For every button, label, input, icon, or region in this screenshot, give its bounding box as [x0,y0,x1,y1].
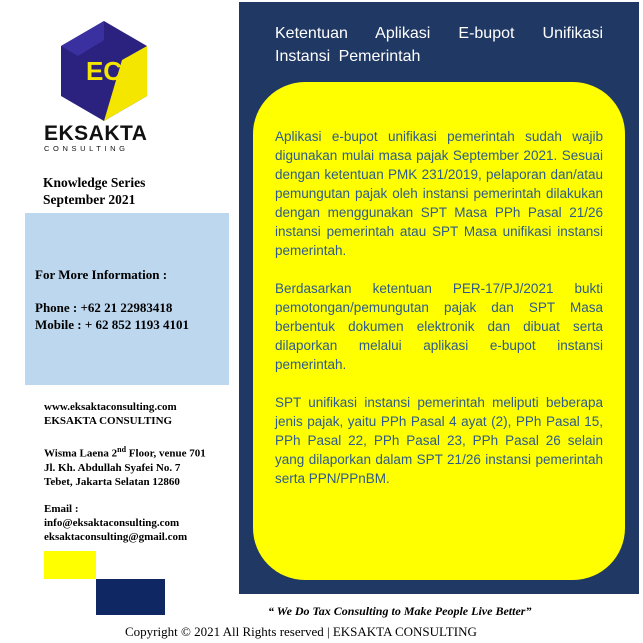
info-phones [35,299,189,333]
email-label: Email : [44,502,79,515]
address-line-2: Jl. Kh. Abdullah Syafei No. 7 [44,461,181,474]
decor-navy-block [96,579,165,615]
mobile-number: Mobile : + 62 852 1193 4101 [35,317,190,332]
brand-name: EKSAKTA [44,122,148,145]
company-name: EKSAKTA CONSULTING [44,415,173,427]
series-date: September 2021 [43,192,136,207]
email-link-1[interactable]: info@eksaktaconsulting.com [44,516,180,529]
phone-number: Phone : +62 21 22983418 [35,300,173,315]
paragraph: SPT unifikasi instansi pemerintah meliputi beberapa jenis pajak, yaitu PPh Pasal 4 ayat (2), PPh Pasal 15, PPh Pasal 22, PPh Pasal 23, PPh Pasal 26 selain yang dilaporkan dalam SPT 21/26 instansi pemerintah serta PPN/PPnBM. [275,395,603,486]
brand [44,122,174,153]
knowledge-series [43,174,145,208]
info-title: For More Information : [35,267,168,282]
logo-monogram: EC [85,56,123,86]
info-box [25,213,229,385]
copyright: Copyright © 2021 All Rights reserved | EKSAKTA CONSULTING [125,624,477,639]
decor-yellow-block [44,551,96,579]
website-link[interactable]: www.eksaktaconsulting.com [44,401,177,413]
content-panel [239,2,639,594]
content-text [275,127,603,507]
hexagon-logo-icon [60,20,148,122]
paragraph: Aplikasi e-bupot unifikasi pemerintah sudah wajib digunakan mulai masa pajak September 2021. Sesuai dengan ketentuan PMK 231/2019, pelaporan dan/atau pemungutan pajak oleh instansi pemerintah dilakukan dengan menggunakan SPT Masa PPh Pasal 21/26 instansi pemerintah atau SPT Masa unifikasi instansi pemerintah. [275,129,603,258]
address-line-1: Wisma Laena 2nd Floor, venue 701 [44,445,206,460]
content-box [253,82,625,580]
tagline: “ We Do Tax Consulting to Make People Live Better” [268,604,532,618]
series-title: Knowledge Series [43,175,146,190]
brand-subtitle: CONSULTING [44,144,129,153]
paragraph: Berdasarkan ketentuan PER-17/PJ/2021 bukti pemotongan/pemungutan pajak dan SPT Masa berbentuk dokumen elektronik dan dibuat serta dilaporkan melalui aplikasi e-bupot instansi pemerintah. [275,281,603,372]
panel-title: Ketentuan Aplikasi E-bupot Unifikasi Instansi Pemerintah [275,25,603,65]
contact-block [44,400,206,544]
email-link-2[interactable]: eksaktaconsulting@gmail.com [44,530,188,543]
address-line-3: Tebet, Jakarta Selatan 12860 [44,475,180,488]
